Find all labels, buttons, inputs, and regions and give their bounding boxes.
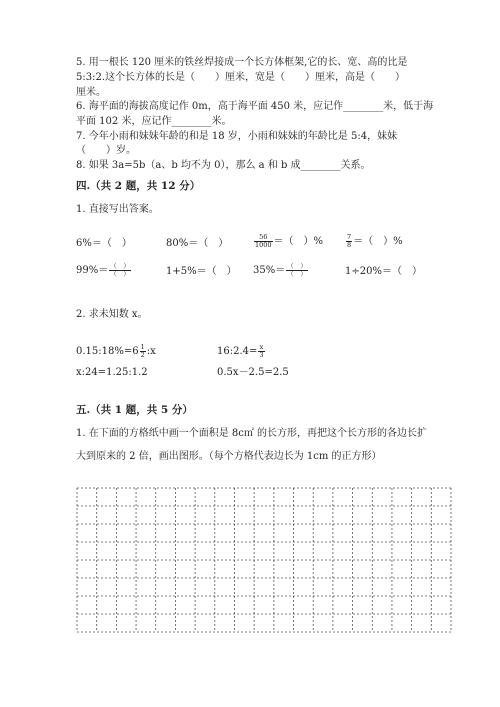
fraction-blank-blank bbox=[286, 263, 308, 278]
equation-2-head: 16:2.4= bbox=[217, 346, 258, 357]
square-grid[interactable] bbox=[76, 487, 452, 633]
fraction-denominator: 8 bbox=[347, 241, 352, 249]
equation-2 bbox=[217, 344, 266, 359]
calc-56-over-1000-tail: ＝（ ）% bbox=[273, 236, 324, 247]
calc-35-percent-head: 35%＝ bbox=[253, 265, 286, 276]
fraction-1-2 bbox=[140, 344, 146, 359]
fraction-blank-blank bbox=[109, 263, 131, 278]
calc-80-percent: 80%＝（ ） bbox=[166, 238, 229, 249]
calc-56-over-1000 bbox=[253, 234, 323, 249]
section5-q1-line1: 1. 在下面的方格纸中画一个面积是 8c㎡ 的长方形，再把这个长方形的各边长扩 bbox=[76, 428, 428, 439]
calc-99-percent bbox=[76, 263, 132, 278]
calc-7-over-8-tail: ＝（ ）% bbox=[353, 236, 403, 247]
fraction-7-8 bbox=[346, 234, 352, 249]
equation-1-tail: :x bbox=[146, 346, 156, 357]
fraction-denominator: （ ） bbox=[287, 270, 307, 278]
equation-1 bbox=[76, 344, 156, 359]
q7-line2: （ ）岁。 bbox=[76, 145, 136, 156]
fraction-numerator: （ ） bbox=[287, 262, 307, 270]
fraction-numerator: x bbox=[259, 343, 264, 351]
equation-3: x:24=1.25:1.2 bbox=[76, 367, 148, 378]
fraction-denominator: 2 bbox=[140, 351, 145, 359]
fraction-denominator: 3 bbox=[259, 351, 264, 359]
q8-line1: 8. 如果 3a=5b（a、b 均不为 0），那么 a 和 b 成________关系。 bbox=[76, 160, 371, 171]
fraction-56-1000 bbox=[254, 234, 273, 249]
section5-heading: 五.（共 1 题，共 5 分） bbox=[76, 404, 193, 416]
calc-1-div-20-percent: 1÷20%＝（ ） bbox=[345, 266, 422, 277]
fraction-numerator: 7 bbox=[347, 233, 352, 241]
q6-line2: 平面 102 米，应记作________米。 bbox=[76, 116, 232, 127]
calc-6-percent: 6%＝（ ） bbox=[76, 238, 132, 249]
q7-line1: 7. 今年小雨和妹妹年龄的和是 18 岁，小雨和妹妹的年龄比是 5:4，妹妹 bbox=[76, 131, 398, 142]
fraction-denominator: （ ） bbox=[110, 270, 130, 278]
fraction-denominator: 1000 bbox=[255, 241, 272, 249]
q5-line3: 厘米。 bbox=[76, 87, 106, 98]
section5-q1-line2: 大到原来的 2 倍，画出图形。（每个方格代表边长为 1cm 的正方形） bbox=[76, 451, 382, 462]
calc-35-percent bbox=[253, 263, 309, 278]
calc-1-plus-5-percent: 1+5%＝（ ） bbox=[166, 266, 237, 277]
section4-heading: 四.（共 2 题，共 12 分） bbox=[76, 180, 201, 192]
section4-q1-label: 1. 直接写出答案。 bbox=[76, 204, 159, 215]
calc-99-percent-head: 99%＝ bbox=[76, 265, 109, 276]
fraction-numerator: 1 bbox=[140, 343, 145, 351]
equation-4: 0.5x－2.5=2.5 bbox=[217, 367, 289, 378]
equation-1-head: 0.15:18%=6 bbox=[76, 346, 139, 357]
fraction-x-3 bbox=[258, 344, 264, 359]
q5-line2: 5:3:2.这个长方体的长是（ ）厘米，宽是（ ）厘米，高是（ ） bbox=[76, 72, 406, 83]
calc-7-over-8 bbox=[345, 234, 403, 249]
section4-q2-label: 2. 求未知数 x。 bbox=[76, 309, 148, 320]
q5-line1: 5. 用一根长 120 厘米的铁丝焊接成一个长方体框架,它的长、宽、高的比是 bbox=[76, 57, 408, 68]
fraction-numerator: 56 bbox=[254, 234, 273, 242]
fraction-numerator: （ ） bbox=[110, 262, 130, 270]
q6-line1: 6. 海平面的海拔高度记作 0m，高于海平面 450 米，应记作________米，低于海 bbox=[76, 101, 434, 112]
grid-lines bbox=[76, 487, 452, 633]
